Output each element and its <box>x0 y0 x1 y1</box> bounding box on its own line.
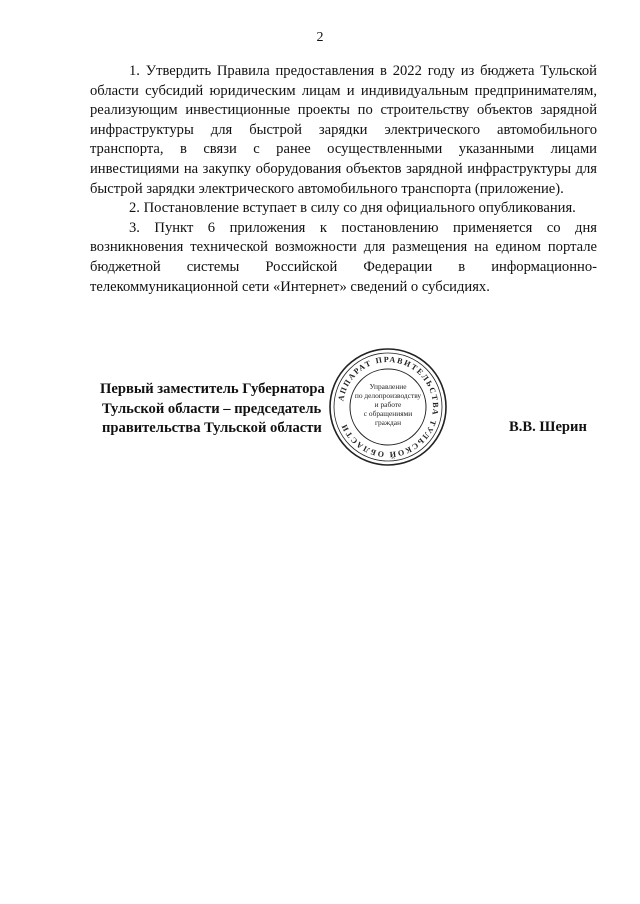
stamp-center-line-2: по делопроизводству <box>354 391 422 400</box>
paragraph-3: 3. Пункт 6 приложения к постановлению применяется со дня возникновения технической возможности для размещения на едином портале бюджетной системы Российской Федерации в информационно-телекоммуникационной сети «Интернет» сведений о субсидиях. <box>90 219 597 295</box>
official-seal-stamp <box>328 347 448 467</box>
paragraph-2: 2. Постановление вступает в силу со дня официального опубликования. <box>129 200 576 217</box>
paragraph-1: 1. Утвердить Правила предоставления в 2022 году из бюджета Тульской области субсидий юридическим лицам и индивидуальным предпринимателям, реализующим инвестиционные проекты по строительству объектов зарядной инфраструктуры для быстрой зарядки электрического автомобильного транспорта, в связи с ранее осуществленными указанными лицами инвестициями на закупку оборудования объектов зарядной инфраструктуры для быстрой зарядки электрического автомобильного транспорта (приложение). <box>90 63 597 197</box>
document-body <box>90 62 597 297</box>
stamp-ring-text: АППАРАТ ПРАВИТЕЛЬСТВА ТУЛЬСКОЙ ОБЛАСТИ <box>336 354 441 460</box>
page-number: 2 <box>316 30 324 45</box>
signatory-title-line-3: правительства Тульской области <box>102 420 322 437</box>
stamp-center-line-5: граждан <box>374 418 402 427</box>
signatory-title-line-1: Первый заместитель Губернатора <box>100 381 325 397</box>
signatory-name: В.В. Шерин <box>509 419 587 435</box>
signatory-title-line-2: Тульской области – председатель <box>102 400 322 417</box>
stamp-center-line-4: с обращениями <box>363 409 413 418</box>
stamp-center-line-1: Управление <box>369 382 407 391</box>
signatory-title <box>100 380 325 439</box>
stamp-center-line-3: и работе <box>374 400 402 409</box>
